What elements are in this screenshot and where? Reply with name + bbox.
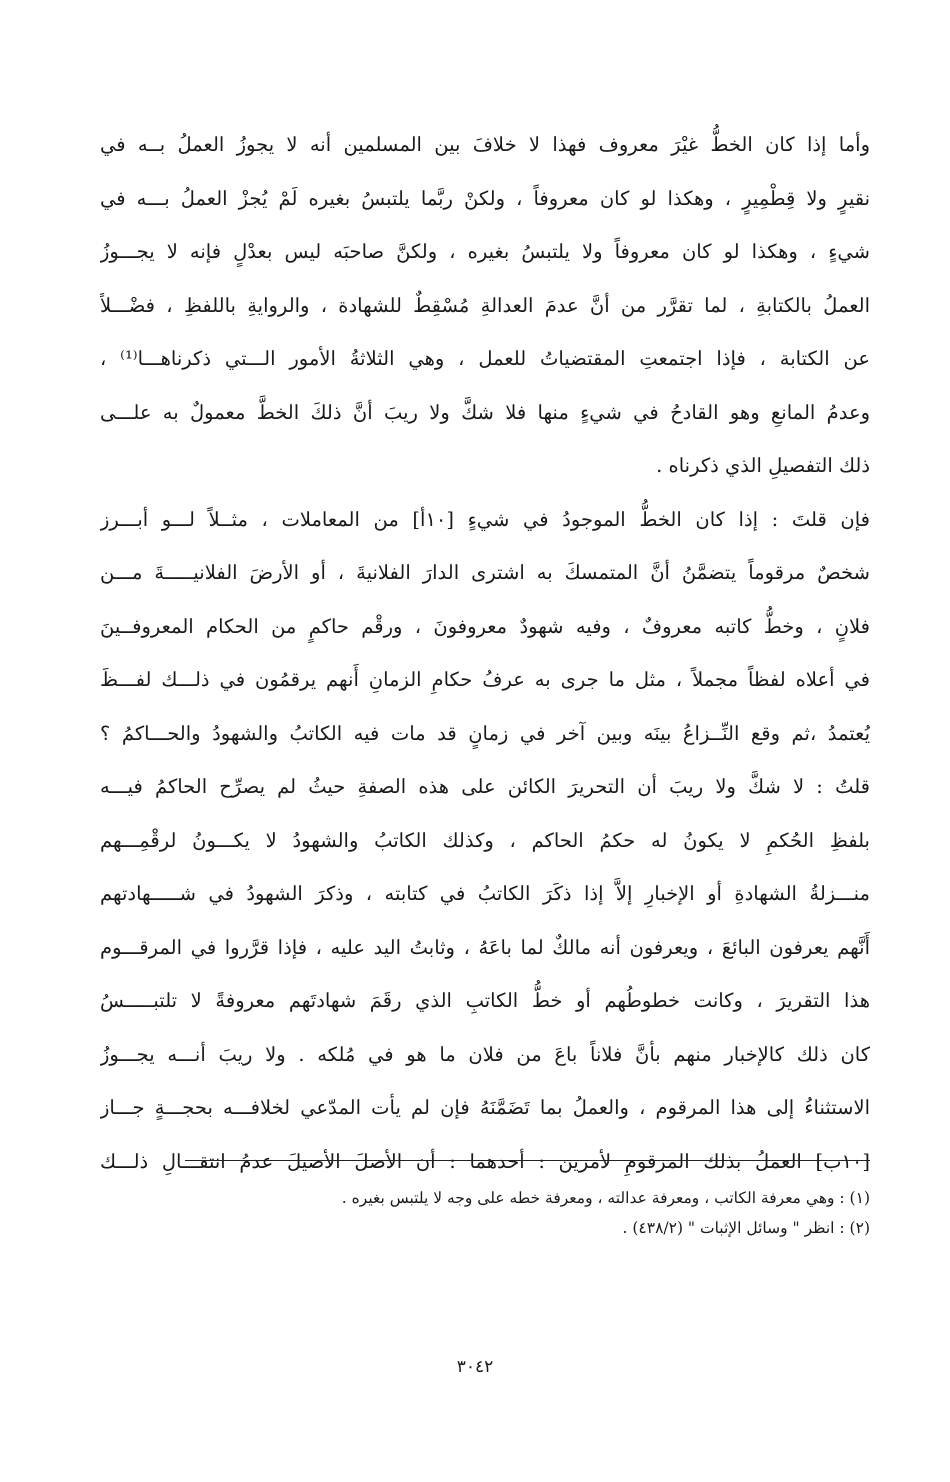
text-line-14: بلفظِ الحُكمِ لا يكونُ له حكمُ الحاكم ، وكذلك الكاتبُ والشهودُ لا يكـــونُ لرقْمِـــهم xyxy=(100,828,870,852)
text-line-8: فإن قلتَ : إذا كان الخطُّ الموجودُ في شيءٍ [١٠أ] من المعاملات ، مثــلاً لـــو أبـــرز xyxy=(100,507,870,531)
text-line-18: كان ذلك كالإخبار منهم بأنَّ فلاناً باعَ من فلان ما هو في مُلكه . ولا ريبَ أنـــه يجـــوزُ xyxy=(100,1042,870,1066)
text-line-9: شخصٌ مرقوماً يتضمَّنُ أنَّ المتمسكَ به اشترى الدارَ الفلانيةَ ، أو الأرضَ الفلانيـــــةَ مـــن xyxy=(100,561,870,584)
text-line-4: العملُ بالكتابةِ ، لما تقرَّر من أنَّ عدمَ العدالةِ مُسْقِطٌ للشهادة ، والروايةِ باللفظِ ، فضْـــلاً xyxy=(100,293,870,317)
footnote-2: (٢) : انظر " وسائل الإثبات " (٤٣٨/٢) . xyxy=(622,1219,870,1237)
text-line-3: شيءٍ ، وهكذا لو كان معروفاً ولا يلتبسُ بغيره ، ولكنَّ صاحبَه ليس بعدْلٍ فإنه لا يجـــوزُ xyxy=(100,240,870,263)
footnotes-block xyxy=(185,1183,870,1243)
text-line-16: أَنَّهم يعرفون البائعَ ، ويعرفون أنه مالكٌ لما باعَهُ ، وثابتُ اليد عليه ، فإذا قرَّروا في المرقـــوم xyxy=(100,935,870,959)
text-line-11: في أعلاه لفظاً مجملاً ، مثل ما جرى به عرفُ حكامِ الزمانِ أَنهم يرقمُون في ذلـــك لفـــظَ xyxy=(100,668,870,691)
footnote-separator xyxy=(185,1160,870,1161)
text-line-10: فلانٍ ، وخطُّ كاتبه معروفٌ ، وفيه شهودٌ معروفونَ ، ورقْم حاكمٍ من الحكام المعروفــينَ xyxy=(100,614,870,638)
text-line-15: منـــزلةُ الشهادةِ أو الإخبارِ إلاَّ إذا ذكَرَ الكاتبُ في كتابته ، وذكرَ الشهودُ في شـــــهادتهم xyxy=(100,882,870,905)
text-line-5: عن الكتابة ، فإذا اجتمعتِ المقتضياتُ للعمل ، وهي الثلاثةُ الأمور الـــتي ذكرناهـــا⁽¹⁾ ، xyxy=(100,347,870,370)
text-line-2: نقيرٍ ولا قِطْمِيرٍ ، وهكذا لو كان معروفاً ، ولكنْ ربَّما يلتبسُ بغيره لَمْ يُجزْ العملُ بـــه في xyxy=(100,186,870,210)
text-line-12: يُعتمدُ ،ثم وقع النِّــزاعُ بينَه وبين آخر في زمانٍ قد مات فيه الكاتبُ والشهودُ والحـــاكمُ ؟ xyxy=(100,721,870,745)
text-line-7: ذلك التفصيلِ الذي ذكرناه . xyxy=(656,454,870,477)
page-number: ٣٠٤٢ xyxy=(456,1357,494,1377)
footnote-1: (١) : وهي معرفة الكاتب ، ومعرفة عدالته ، ومعرفة خطه على وجه لا يلتبس بغيره . xyxy=(341,1189,870,1207)
main-text-block xyxy=(100,118,870,1188)
text-line-1: وأما إذا كان الخطُّ غيْرَ معروف فهذا لا خلافَ بين المسلمين أنه لا يجوزُ العملُ بــه في xyxy=(100,133,870,156)
text-line-20: [١٠ب] العملُ بذلك المرقومِ لأمرين : أحدهما : أن الأصلَ الأصيلَ عدمُ انتقـــالِ ذلـــك xyxy=(100,1149,870,1173)
text-line-13: قلتُ : لا شكَّ ولا ريبَ أن التحريرَ الكائن على هذه الصفةِ حيثُ لم يصرِّح الحاكمُ فيـــه xyxy=(100,775,870,798)
text-line-19: الاستثناءُ إلى هذا المرقوم ، والعملُ بما تَضَمَّنَهُ فإن لم يأت المدّعي لخلافـــه بحجـــةٍ جـــاز xyxy=(100,1096,870,1119)
text-line-6: وعدمُ المانعِ وهو القادحُ في شيءٍ منها فلا شكَّ ولا ريبَ أنَّ ذلكَ الخطَّ معمولٌ به علـــى xyxy=(100,400,870,424)
text-line-17: هذا التقريرَ ، وكانت خطوطُهم أو خطُّ الكاتبِ الذي رقَمَ شهادتَهم معروفةً لا تلتبـــــسُ xyxy=(100,989,870,1012)
